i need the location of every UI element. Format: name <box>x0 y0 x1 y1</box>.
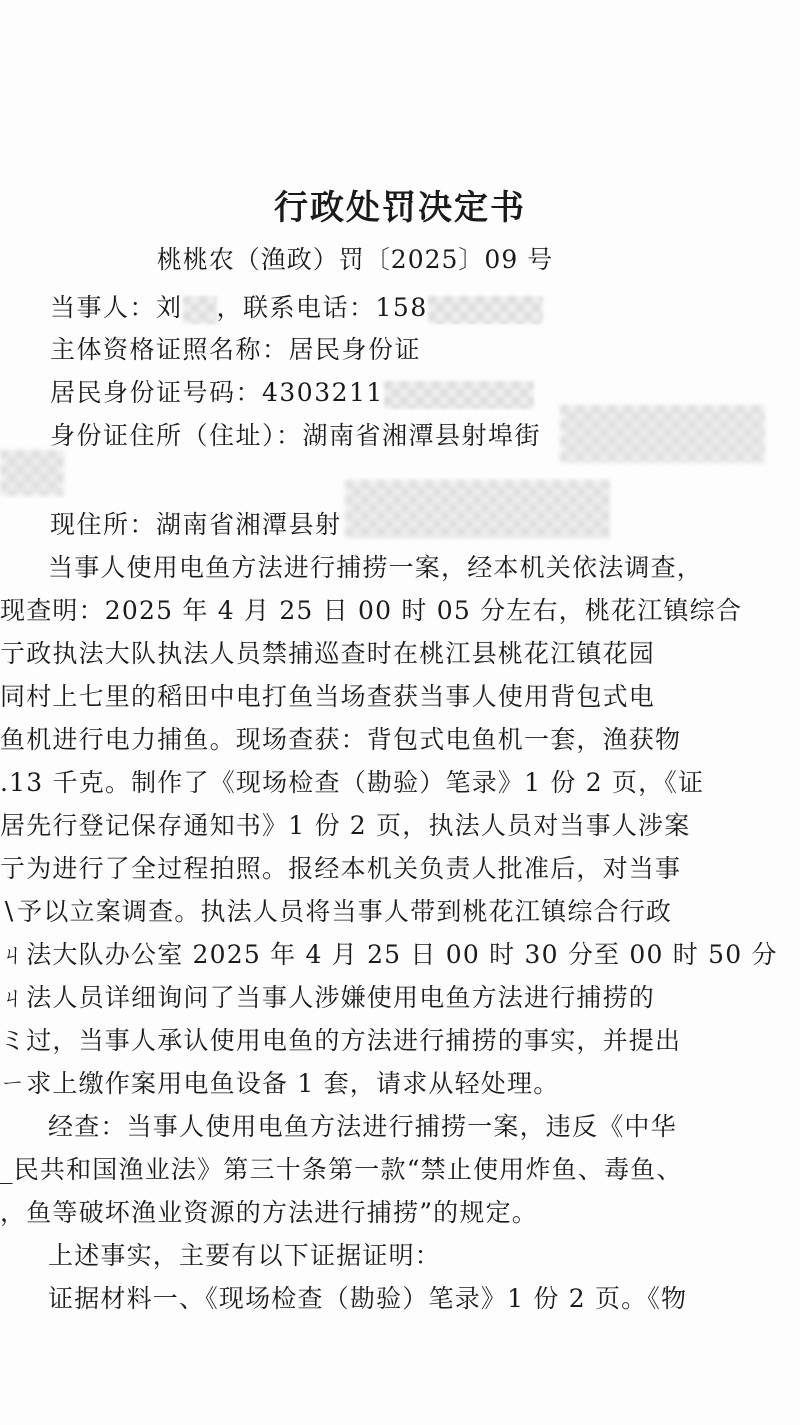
body-paragraph-line: ㄧ求上缴作案用电鱼设备 1 套，请求从轻处理。 <box>0 1069 560 1098</box>
body-paragraph-line: _民共和国渔业法》第三十条第一款“禁止使用炸鱼、毒鱼、 <box>0 1155 683 1184</box>
redaction-mask <box>384 381 534 409</box>
body-paragraph-line: ，鱼等破坏渔业资源的方法进行捕捞”的规定。 <box>0 1198 538 1227</box>
body-paragraph-line: ミ过，当事人承认使用电鱼的方法进行捕捞的事实，并提出 <box>0 1026 682 1055</box>
redaction-mask <box>560 405 765 463</box>
body-paragraph-line: 现查明：2025 年 4 月 25 日 00 时 05 分左右，桃花江镇综合 <box>0 596 743 625</box>
party-phone-label: ，联系电话：158 <box>216 293 428 322</box>
id-address-label: 身份证住所（住址）：湖南省湘潭县射埠街 <box>50 421 542 450</box>
document-title: 行政处罚决定书 <box>274 188 526 228</box>
body-paragraph-line: 亍为进行了全过程拍照。报经本机关负责人批准后，对当事 <box>0 854 682 883</box>
current-address-label: 现住所：湖南省湘潭县射 <box>50 510 342 539</box>
body-paragraph-line: .13 千克。制作了《现场检查（勘验）笔录》1 份 2 页，《证 <box>0 768 705 797</box>
body-paragraph-line: 鱼机进行电力捕鱼。现场查获：背包式电鱼机一套，渔获物 <box>0 725 682 754</box>
id-number-label: 居民身份证号码：4303211 <box>50 378 384 407</box>
redaction-mask <box>0 450 64 496</box>
id-address-line <box>50 416 541 452</box>
body-paragraph-line: 同村上七里的稻田中电打鱼当场查获当事人使用背包式电 <box>0 682 656 711</box>
body-paragraph-line: 证据材料一、《现场检查（勘验）笔录》1 份 2 页。《物 <box>48 1284 688 1313</box>
body-paragraph-line: ∖予以立案调查。执法人员将当事人带到桃花江镇综合行政 <box>0 897 673 926</box>
body-paragraph-line: 当事人使用电鱼方法进行捕捞一案，经本机关依法调查， <box>48 553 704 582</box>
body-paragraph-line: 经查：当事人使用电鱼方法进行捕捞一案，违反《中华 <box>48 1112 677 1141</box>
document-number: 桃桃农（渔政）罚〔2025〕09 号 <box>156 245 554 274</box>
party-name-label: 当事人：刘 <box>50 293 183 322</box>
body-paragraph-line: ㄐ法大队办公室 2025 年 4 月 25 日 00 时 30 分至 00 时 50 分 <box>0 940 778 969</box>
redaction-mask <box>428 296 543 324</box>
redaction-mask <box>183 296 217 324</box>
body-paragraph-line: 上述事实，主要有以下证据证明： <box>48 1241 442 1270</box>
body-paragraph-line: ㄐ法人员详细询问了当事人涉嫌使用电鱼方法进行捕捞的 <box>0 983 656 1012</box>
current-address-line <box>50 505 342 541</box>
id-number-line <box>50 373 534 409</box>
redaction-mask <box>345 480 610 538</box>
body-paragraph-line: 居先行登记保存通知书》1 份 2 页，执法人员对当事人涉案 <box>0 811 691 840</box>
credential-line: 主体资格证照名称：居民身份证 <box>50 335 422 364</box>
party-info-line <box>50 288 543 324</box>
body-paragraph-line: 亍政执法大队执法人员禁捕巡查时在桃江县桃花江镇花园 <box>0 639 656 668</box>
